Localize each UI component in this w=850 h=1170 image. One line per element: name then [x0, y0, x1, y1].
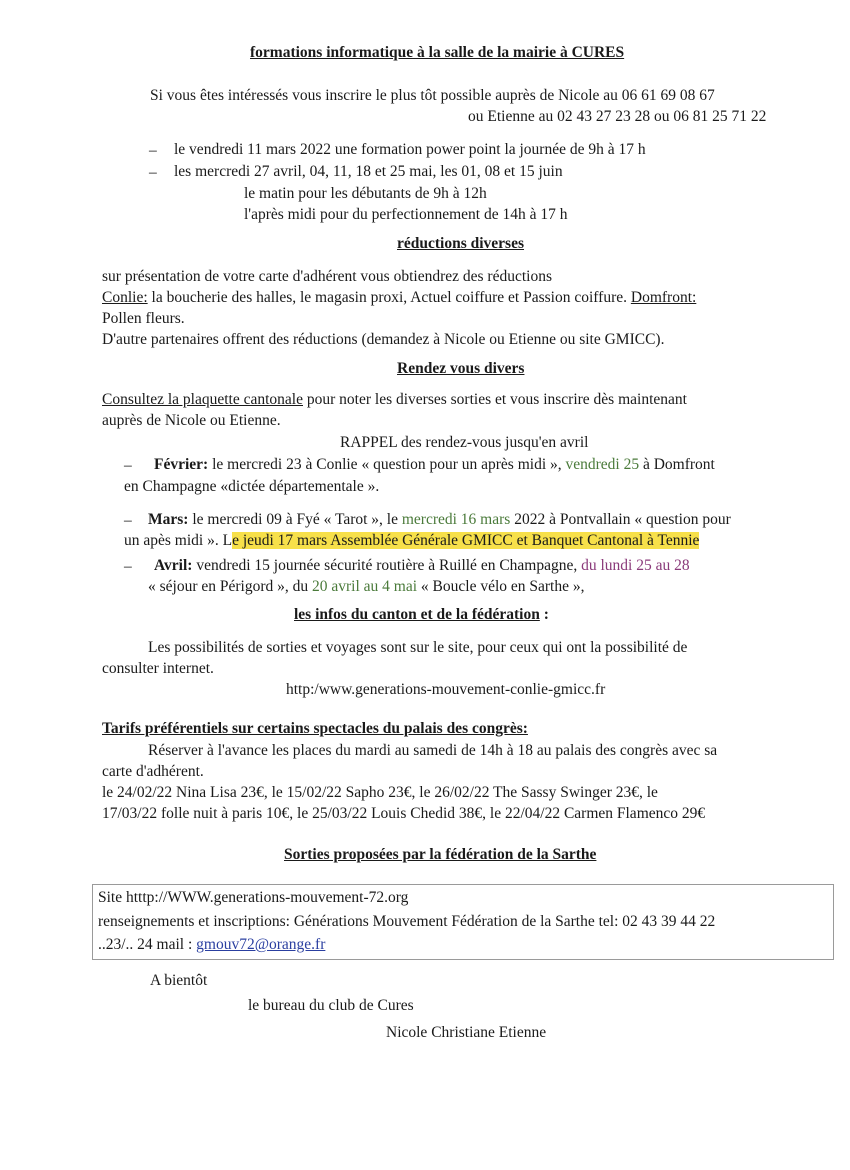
bullet-dash: – — [124, 457, 132, 474]
fevrier-line1 — [154, 454, 715, 476]
conlie-label: Conlie: — [102, 289, 148, 306]
formations-item2-sub1: le matin pour les débutants de 9h à 12h — [244, 185, 487, 202]
closing-bureau: le bureau du club de Cures — [248, 997, 414, 1014]
mail-link[interactable]: gmouv72@orange.fr — [196, 936, 326, 953]
sorties-mail-line — [98, 934, 325, 956]
fevrier-date-green: vendredi 25 — [565, 456, 640, 473]
sorties-heading: Sorties proposées par la fédération de la Sarthe — [284, 846, 597, 863]
closing-a-bientot: A bientôt — [150, 972, 208, 989]
mars-text: le mercredi 09 à Fyé « Tarot », le — [188, 511, 402, 528]
tarifs-line2: carte d'adhérent. — [102, 763, 204, 780]
avril-line1 — [154, 555, 690, 577]
rendezvous-line1-rest: pour noter les diverses sorties et vous inscrire dès maintenant — [303, 391, 687, 408]
mars-line1 — [148, 509, 731, 531]
sorties-info-line: renseignements et inscriptions: Générations Mouvement Fédération de la Sarthe tel: 02 43 39 44 22 — [98, 913, 716, 930]
avril-label: Avril: — [154, 557, 193, 574]
infos-heading-suffix: : — [539, 606, 549, 623]
bullet-dash: – — [124, 558, 132, 575]
tarifs-line4: 17/03/22 folle nuit à paris 10€, le 25/03/22 Louis Chedid 38€, le 22/04/22 Carmen Flamenco 29€ — [102, 805, 706, 822]
mail-prefix: ..23/.. 24 mail : — [98, 936, 197, 953]
infos-heading — [294, 604, 549, 626]
mars-label: Mars: — [148, 511, 189, 528]
avril-text: vendredi 15 journée sécurité routière à Ruillé en Champagne, — [192, 557, 582, 574]
mars-line2 — [124, 530, 699, 552]
tarifs-line1: Réserver à l'avance les places du mardi au samedi de 14h à 18 au palais des congrès avec sa — [148, 742, 718, 759]
reductions-line2 — [102, 287, 696, 309]
fevrier-text2: à Domfront — [639, 456, 715, 473]
infos-heading-text: les infos du canton et de la fédération — [294, 606, 540, 623]
bullet-dash: – — [124, 512, 132, 529]
infos-url[interactable]: http:/www.generations-mouvement-conlie-gmicc.fr — [286, 681, 606, 698]
rendezvous-heading: Rendez vous divers — [397, 360, 525, 377]
bullet-dash: – — [149, 142, 157, 159]
formations-intro-line2: ou Etienne au 02 43 27 23 28 ou 06 81 25 71 22 — [468, 108, 767, 125]
reductions-line1: sur présentation de votre carte d'adhérent vous obtiendrez des réductions — [102, 268, 552, 285]
fevrier-line2: en Champagne «dictée départementale ». — [124, 478, 380, 495]
avril-line2 — [148, 576, 585, 598]
closing-signatures: Nicole Christiane Etienne — [386, 1024, 547, 1041]
formations-intro-line1: Si vous êtes intéressés vous inscrire le plus tôt possible auprès de Nicole au 06 61 69 08 67 — [150, 87, 715, 104]
tarifs-line3: le 24/02/22 Nina Lisa 23€, le 15/02/22 Sapho 23€, le 26/02/22 The Sassy Swinger 23€, le — [102, 784, 658, 801]
avril-line2-text2: « Boucle vélo en Sarthe », — [417, 578, 585, 595]
fevrier-text: le mercredi 23 à Conlie « question pour un après midi », — [208, 456, 566, 473]
formations-item2: les mercredi 27 avril, 04, 11, 18 et 25 mai, les 01, 08 et 15 juin — [174, 163, 563, 180]
domfront-label: Domfront: — [630, 289, 697, 306]
sorties-site-line: Site htttp://WWW.generations-mouvement-72.org — [98, 889, 409, 906]
formations-item1: le vendredi 11 mars 2022 une formation power point la journée de 9h à 17 h — [174, 141, 646, 158]
bullet-dash: – — [149, 164, 157, 181]
fevrier-label: Février: — [154, 456, 209, 473]
mars-date-green: mercredi 16 mars — [401, 511, 511, 528]
reductions-line3: Pollen fleurs. — [102, 310, 185, 327]
mars-text2: 2022 à Pontvallain « question pour — [510, 511, 731, 528]
avril-line2-text: « séjour en Périgord », du — [148, 578, 313, 595]
avril-date-green: 20 avril au 4 mai — [312, 578, 418, 595]
infos-line2: consulter internet. — [102, 660, 214, 677]
formations-heading: formations informatique à la salle de la mairie à CURES — [250, 44, 625, 61]
mars-line2-text: un apès midi ». L — [124, 532, 233, 549]
assemblee-highlight: e jeudi 17 mars Assemblée Générale GMICC et Banquet Cantonal à Tennie — [232, 532, 700, 549]
reductions-heading: réductions diverses — [397, 235, 525, 252]
rendezvous-line2: auprès de Nicole ou Etienne. — [102, 412, 281, 429]
rappel-line: RAPPEL des rendez-vous jusqu'en avril — [340, 434, 589, 451]
formations-item2-sub2: l'après midi pour du perfectionnement de 14h à 17 h — [244, 206, 568, 223]
avril-date-purple: du lundi 25 au 28 — [581, 557, 690, 574]
conlie-text: la boucherie des halles, le magasin proxi, Actuel coiffure et Passion coiffure. — [147, 289, 631, 306]
plaquette-link: Consultez la plaquette cantonale — [102, 391, 303, 408]
infos-line1: Les possibilités de sorties et voyages sont sur le site, pour ceux qui ont la possibilité de — [148, 639, 688, 656]
rendezvous-line1 — [102, 389, 687, 411]
tarifs-heading: Tarifs préférentiels sur certains spectacles du palais des congrès: — [102, 720, 528, 737]
reductions-line4: D'autre partenaires offrent des réductions (demandez à Nicole ou Etienne ou site GMICC). — [102, 331, 665, 348]
